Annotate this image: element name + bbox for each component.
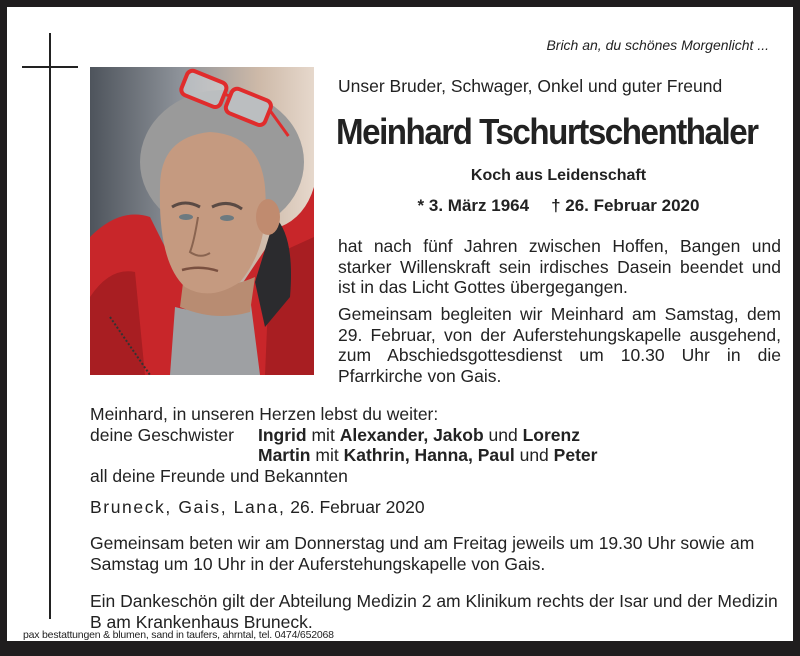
cross-icon-vertical: [49, 33, 51, 619]
prayer-paragraph: Gemeinsam beten wir am Donnerstag und am Freitag jeweils um 19.30 Uhr sowie am Samstag um 10 Uhr in der Auferstehungskapelle von Gais.: [90, 533, 755, 574]
portrait-photo: [90, 67, 314, 375]
cross-icon-horizontal: [22, 66, 78, 68]
place-date: [90, 497, 425, 518]
sibling-children: Kathrin, Hanna, Paul: [343, 445, 515, 465]
sibling-children: Alexander, Jakob: [339, 424, 484, 445]
notice-date: 26. Februar 2020: [290, 497, 425, 517]
thanks-paragraph: Ein Dankeschön gilt der Abteilung Medizin 2 am Klinikum rechts der Isar und der Medizin B am Krankenhaus Bruneck.: [90, 591, 778, 632]
profession: Koch aus Leidenschaft: [470, 167, 647, 184]
places: Bruneck, Gais, Lana,: [90, 497, 286, 517]
sibling-child-last: Lorenz: [522, 424, 580, 445]
death-date: † 26. Februar 2020: [551, 196, 700, 215]
birth-date: * 3. März 1964: [417, 196, 530, 215]
connector-text: mit: [311, 424, 335, 445]
funeral-home-credit: pax bestattungen & blumen, sand in taufers, ahrntal, tel. 0474/652068: [23, 629, 334, 641]
intro-line: Unser Bruder, Schwager, Onkel und guter Freund: [338, 76, 723, 96]
family-heading: Meinhard, in unseren Herzen lebst du weiter:: [90, 404, 439, 424]
connector-text: mit: [315, 445, 339, 465]
life-dates: [336, 196, 781, 216]
deceased-name: Meinhard Tschurtschenthaler: [336, 111, 758, 152]
obituary-card: [7, 7, 793, 641]
connector-text: und: [519, 445, 549, 465]
siblings-label: deine Geschwister: [90, 424, 234, 445]
sibling-name: Ingrid: [258, 424, 307, 445]
portrait-illustration: [90, 67, 314, 375]
sibling-name: Martin: [258, 445, 311, 465]
connector-text: und: [488, 424, 518, 445]
sibling-child-last: Peter: [553, 445, 598, 465]
motto: Brich an, du schönes Morgenlicht ...: [546, 37, 769, 53]
passing-paragraph: hat nach fünf Jahren zwischen Hoffen, Bangen und starker Willenskraft sein irdisches Dasein beendet und ist in das Licht Gottes übergegangen.: [338, 236, 781, 297]
funeral-paragraph: Gemeinsam begleiten wir Meinhard am Samstag, dem 29. Februar, von der Auferstehungskapelle ausgehend, zum Abschiedsgottesdienst um 10.30 Uhr in die Pfarrkirche von Gais.: [338, 304, 781, 386]
friends-line: all deine Freunde und Bekannten: [90, 465, 348, 486]
sibling-row: [90, 425, 597, 446]
sibling-row: [90, 445, 597, 466]
family-section: [90, 404, 597, 486]
